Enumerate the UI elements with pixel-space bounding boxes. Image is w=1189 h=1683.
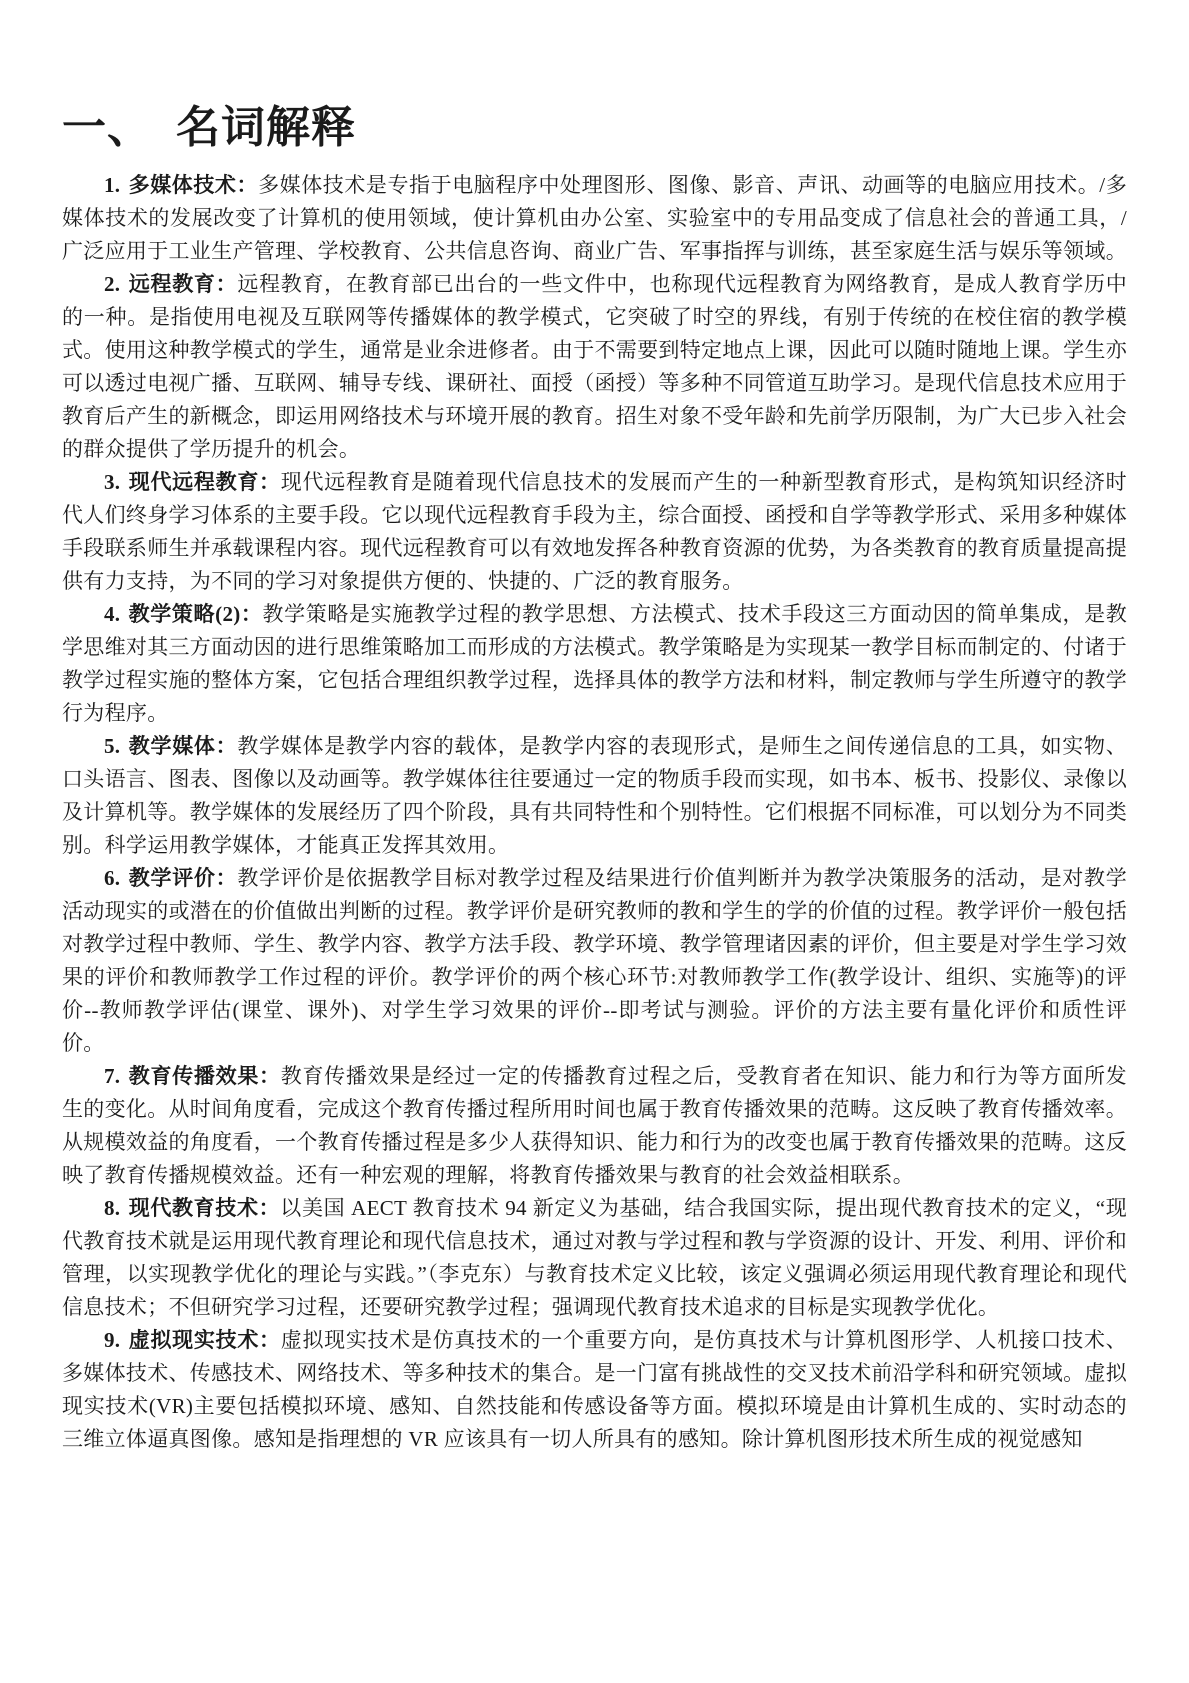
definition-item (62, 1192, 1127, 1324)
title-text: 名词解释 (176, 103, 356, 152)
definition-term-label: 教学媒体： (128, 734, 238, 758)
definition-term-label: 多媒体技术： (128, 173, 259, 197)
definition-term-label: 教学策略(2)： (128, 602, 263, 626)
definition-number: 1. (104, 173, 121, 197)
definition-term (104, 470, 281, 494)
definition-body: 教学策略是实施教学过程的教学思想、方法模式、技术手段这三方面动因的简单集成，是教学思维对其三方面动因的进行思维策略加工而形成的方法模式。教学策略是为实现某一教学目标而制定的、付诸于教学过程实施的整体方案，它包括合理组织教学过程，选择具体的教学方法和材料，制定教师与学生所遵守的教学行为程序。 (62, 602, 1128, 725)
definition-number: 6. (104, 866, 121, 890)
definition-term-label: 现代远程教育： (128, 470, 281, 494)
definition-item (62, 862, 1127, 1060)
definition-number: 4. (104, 602, 121, 626)
definition-body: 多媒体技术是专指于电脑程序中处理图形、图像、影音、声讯、动画等的电脑应用技术。/多媒体技术的发展改变了计算机的使用领域，使计算机由办公室、实验室中的专用品变成了信息社会的普通工具，/广泛应用于工业生产管理、学校教育、公共信息咨询、商业广告、军事指挥与训练，甚至家庭生活与娱乐等领域。 (62, 173, 1127, 263)
definition-number: 8. (104, 1196, 121, 1220)
definition-term-label: 教学评价： (128, 866, 238, 890)
definition-number: 5. (104, 734, 121, 758)
definition-item (62, 268, 1127, 466)
definition-number: 9. (104, 1328, 121, 1352)
definition-term (104, 734, 237, 758)
definition-term (104, 602, 263, 626)
definition-item (62, 1060, 1127, 1192)
definition-term (104, 1328, 281, 1352)
title-number: 一、 (62, 103, 152, 152)
definition-term-label: 远程教育： (128, 272, 238, 296)
definition-body: 教学评价是依据教学目标对教学过程及结果进行价值判断并为教学决策服务的活动，是对教学活动现实的或潜在的价值做出判断的过程。教学评价是研究教师的教和学生的学的价值的过程。教学评价一般包括对教学过程中教师、学生、教学内容、教学方法手段、教学环境、教学管理诸因素的评价，但主要是对学生学习效果的评价和教师教学工作过程的评价。教学评价的两个核心环节:对教师教学工作(教学设计、组织、实施等)的评价--教师教学评估(课堂、课外)、对学生学习效果的评价--即考试与测验。评价的方法主要有量化评价和质性评价。 (62, 866, 1128, 1055)
definition-term (104, 866, 237, 890)
definition-term-label: 现代教育技术： (128, 1196, 281, 1220)
definition-number: 3. (104, 470, 121, 494)
definition-item (62, 598, 1127, 730)
definition-body: 虚拟现实技术是仿真技术的一个重要方向，是仿真技术与计算机图形学、人机接口技术、多媒体技术、传感技术、网络技术、等多种技术的集合。是一门富有挑战性的交叉技术前沿学科和研究领域。虚拟现实技术(VR)主要包括模拟环境、感知、自然技能和传感设备等方面。模拟环境是由计算机生成的、实时动态的三维立体逼真图像。感知是指理想的 VR 应该具有一切人所具有的感知。除计算机图形技术所生成的视觉感知 (62, 1328, 1127, 1451)
definition-body: 以美国 AECT 教育技术 94 新定义为基础，结合我国实际，提出现代教育技术的定义，“现代教育技术就是运用现代教育理论和现代信息技术，通过对教与学过程和教与学资源的设计、开发、利用、评价和管理，以实现教学优化的理论与实践。”（李克东）与教育技术定义比较，该定义强调必须运用现代教育理论和现代信息技术；不但研究学习过程，还要研究教学过程；强调现代教育技术追求的目标是实现教学优化。 (62, 1196, 1127, 1319)
definition-number: 7. (104, 1064, 121, 1088)
definition-term (104, 173, 258, 197)
definition-item (62, 169, 1127, 268)
definition-body: 远程教育，在教育部已出台的一些文件中，也称现代远程教育为网络教育，是成人教育学历中的一种。是指使用电视及互联网等传播媒体的教学模式，它突破了时空的界线，有别于传统的在校住宿的教学模式。使用这种教学模式的学生，通常是业余进修者。由于不需要到特定地点上课，因此可以随时随地上课。学生亦可以透过电视广播、互联网、辅导专线、课研社、面授（函授）等多种不同管道互助学习。是现代信息技术应用于教育后产生的新概念，即运用网络技术与环境开展的教育。招生对象不受年龄和先前学历限制，为广大已步入社会的群众提供了学历提升的机会。 (62, 272, 1128, 461)
page-title (62, 100, 1127, 155)
definition-term (104, 1064, 281, 1088)
definition-item (62, 730, 1127, 862)
definition-term (104, 1196, 280, 1220)
definition-term (104, 272, 237, 296)
definition-item (62, 466, 1127, 598)
definition-number: 2. (104, 272, 121, 296)
definition-body: 教学媒体是教学内容的载体，是教学内容的表现形式，是师生之间传递信息的工具，如实物、口头语言、图表、图像以及动画等。教学媒体往往要通过一定的物质手段而实现，如书本、板书、投影仪、录像以及计算机等。教学媒体的发展经历了四个阶段，具有共同特性和个别特性。它们根据不同标准，可以划分为不同类别。科学运用教学媒体，才能真正发挥其效用。 (62, 734, 1128, 857)
definition-list (62, 169, 1127, 1456)
definition-body: 教育传播效果是经过一定的传播教育过程之后，受教育者在知识、能力和行为等方面所发生的变化。从时间角度看，完成这个教育传播过程所用时间也属于教育传播效果的范畴。这反映了教育传播效率。从规模效益的角度看，一个教育传播过程是多少人获得知识、能力和行为的改变也属于教育传播效果的范畴。这反映了教育传播规模效益。还有一种宏观的理解，将教育传播效果与教育的社会效益相联系。 (62, 1064, 1127, 1187)
definition-item (62, 1324, 1127, 1456)
definition-term-label: 虚拟现实技术： (128, 1328, 281, 1352)
definition-body: 现代远程教育是随着现代信息技术的发展而产生的一种新型教育形式，是构筑知识经济时代人们终身学习体系的主要手段。它以现代远程教育手段为主，综合面授、函授和自学等教学形式、采用多种媒体手段联系师生并承载课程内容。现代远程教育可以有效地发挥各种教育资源的优势，为各类教育的教育质量提高提供有力支持，为不同的学习对象提供方便的、快捷的、广泛的教育服务。 (62, 470, 1127, 593)
definition-term-label: 教育传播效果： (128, 1064, 281, 1088)
